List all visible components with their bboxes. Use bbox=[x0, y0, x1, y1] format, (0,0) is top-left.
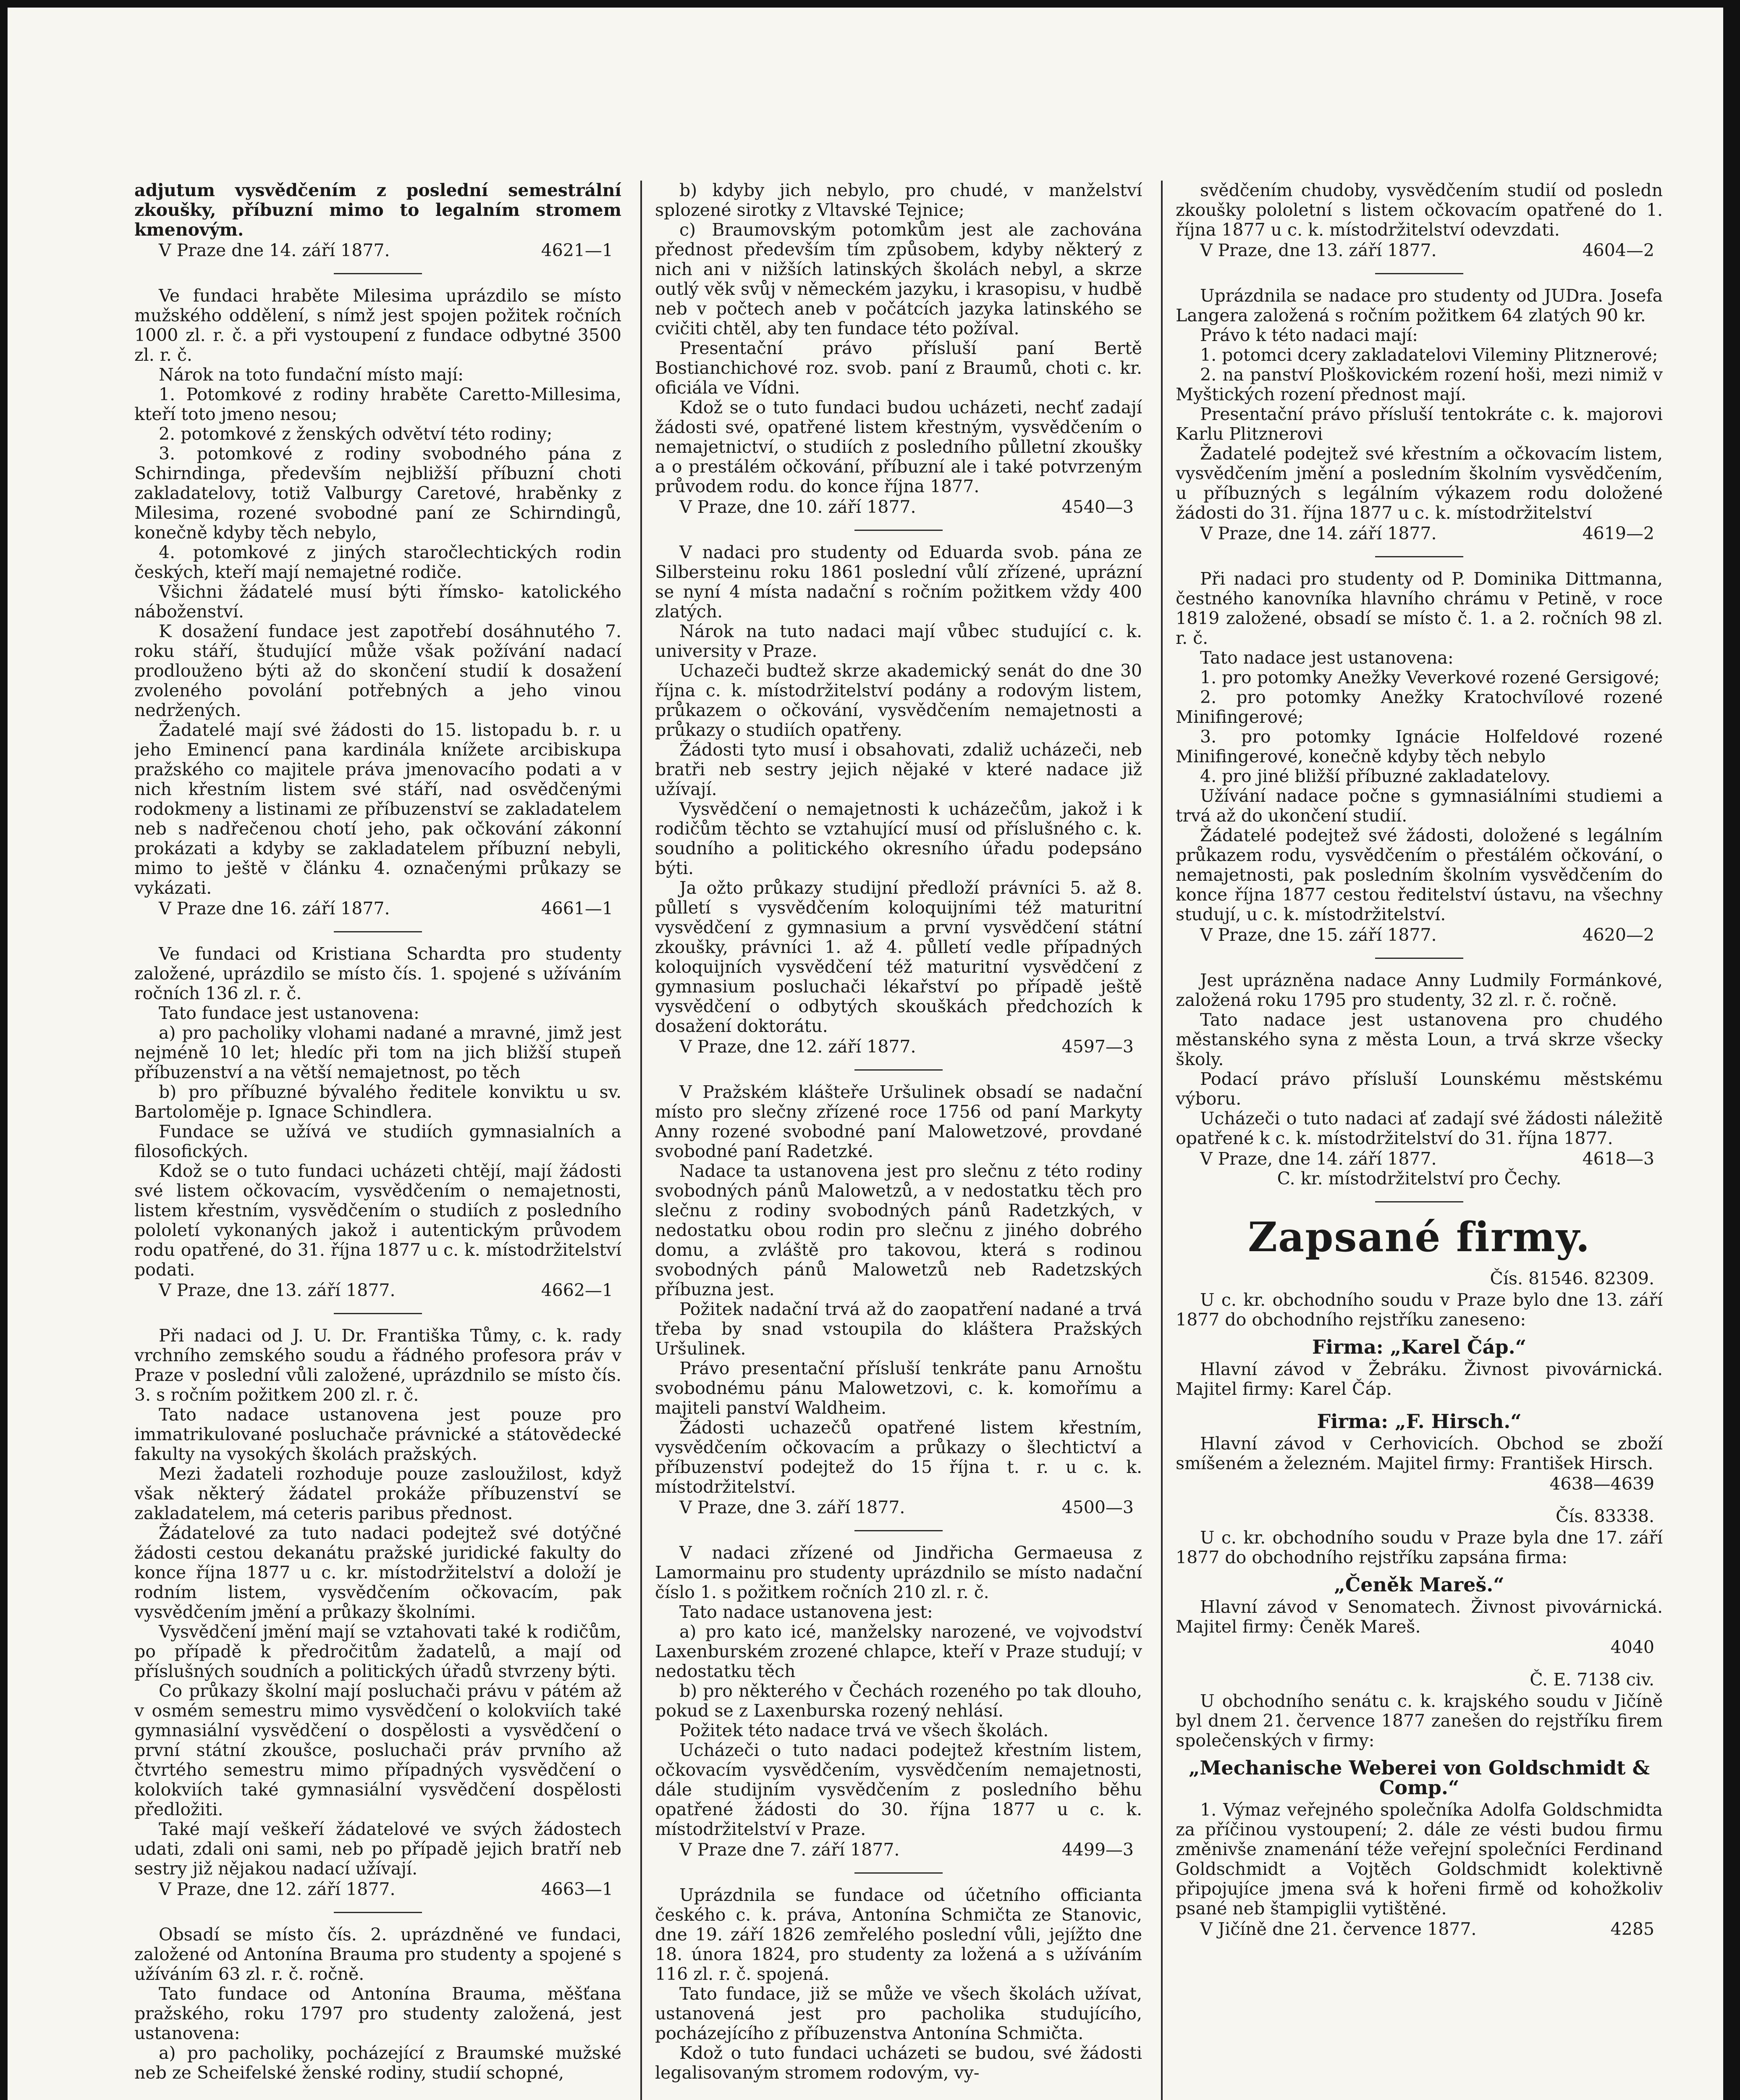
notice-date: V Praze, dne 13. září 1877. bbox=[159, 1280, 396, 1300]
notice-paragraph: Ve fundaci od Kristiana Schardta pro studenty založené, uprázdilo se místo čís. 1. spojené s užíváním ročních 136 zl. r. č. bbox=[134, 944, 621, 1003]
notice-block bbox=[655, 543, 1142, 1057]
firm-entry bbox=[1176, 1507, 1663, 1657]
notice-divider bbox=[854, 1872, 943, 1874]
notice-paragraph: Presentační právo přísluší tentokráte c. k. majorovi Karlu Plitznerovi bbox=[1176, 404, 1663, 444]
notice-paragraph: b) pro příbuzné bývalého ředitele konviktu u sv. Bartoloměje p. Ignace Schindlera. bbox=[134, 1082, 621, 1122]
column-right bbox=[1176, 181, 1663, 2100]
notice-block bbox=[1176, 286, 1663, 543]
notice-signature-line bbox=[655, 497, 1142, 517]
firm-entry bbox=[1176, 1412, 1663, 1494]
notice-paragraph: Fundace se užívá ve studiích gymnasialních a filosofických. bbox=[134, 1121, 621, 1161]
notice-paragraph: adjutum vysvědčením z poslední semestrální zkoušky, příbuzní mimo to legalním stromem kmenovým. bbox=[134, 181, 621, 240]
notice-paragraph: Při nadaci od J. U. Dr. Františka Tůmy, c. k. rady vrchního zemského soudu a řádného profesora práv v Praze v poslední vůli založené, uprázdnilo se místo čís. 3. s ročním požitkem 200 zl. r. č. bbox=[134, 1326, 621, 1405]
notice-paragraph: 4. potomkové z jiných staročlechtických rodin českých, kteří mají nemajetné rodiče. bbox=[134, 542, 621, 582]
notice-paragraph: Nárok na toto fundační místo mají: bbox=[159, 365, 464, 385]
notice-signature-line bbox=[1176, 524, 1663, 543]
notice-signature-line bbox=[655, 1840, 1142, 1860]
notice-signature-line bbox=[655, 1498, 1142, 1517]
notice-number: 4499—3 bbox=[1061, 1840, 1134, 1860]
notice-date: V Praze, dne 13. září 1877. bbox=[1200, 240, 1437, 260]
notice-number: 4662—1 bbox=[541, 1280, 613, 1300]
notice-number: 4604—2 bbox=[1582, 240, 1654, 260]
firm-heading: „Čeněk Mareš.“ bbox=[1334, 1573, 1504, 1596]
notice-paragraph: Uprázdnila se nadace pro studenty od JUDra. Josefa Langera založená s ročním požitkem 64 zlatých 90 kr. bbox=[1176, 286, 1663, 326]
notice-paragraph: Tato fundace od Antonína Brauma, měšťana pražského, roku 1797 pro studenty založená, jest ustanovena: bbox=[134, 1984, 621, 2043]
notice-number: 4540—3 bbox=[1061, 497, 1134, 517]
notice-paragraph: Obsadí se místo čís. 2. uprázdněné ve fundaci, založené od Antonína Brauma pro studenty a spojené s užíváním 63 zl. r. č. ročně. bbox=[134, 1924, 621, 1984]
notice-block bbox=[655, 181, 1142, 517]
firm-signature-line bbox=[1176, 1474, 1663, 1494]
notice-paragraph: a) pro pacholiky, pocházející z Braumské mužské neb ze Scheifelské ženské rodiny, studií schopné, bbox=[134, 2043, 621, 2083]
notice-paragraph: 2. pro potomky Anežky Kratochvílové rozené Minifingerové; bbox=[1176, 687, 1663, 727]
firm-entry bbox=[1176, 1269, 1663, 1399]
notice-number: 4500—3 bbox=[1061, 1497, 1134, 1517]
notice-paragraph: Tato nadace jest ustanovena pro chudého městanského syna z města Loun, a trvá skrze všecky školy. bbox=[1176, 1010, 1663, 1069]
notice-paragraph: Vysvědčení o nemajetnosti k ucházečům, jakož i k rodičům těchto se vztahující musí od příslušného c. k. soudního a politického okresního úřadu podepsáno býti. bbox=[655, 799, 1142, 878]
notice-paragraph: svědčením chudoby, vysvědčením studií od posledn zkoušky pololetní s listem očkovacím opatřené do 1. října 1877 u c. k. místodržitelství odevzdati. bbox=[1176, 181, 1663, 240]
notice-signature-line bbox=[1176, 241, 1663, 260]
notice-block bbox=[1176, 569, 1663, 945]
notice-signature-line bbox=[134, 1281, 621, 1300]
notice-paragraph: Podací právo přísluší Lounskému městskému výboru. bbox=[1176, 1069, 1663, 1109]
notice-paragraph: Ve fundaci hraběte Milesima uprázdilo se místo mužského oddělení, s nímž jest spojen požitek ročních 1000 zl. r. č. a při vystoupení z fundace odbytné 3500 zl. r. č. bbox=[134, 286, 621, 365]
notice-date: V Praze dne 16. září 1877. bbox=[159, 898, 390, 919]
notice-divider bbox=[854, 530, 943, 531]
firm-heading: „Mechanische Weberei von Goldschmidt & Comp.“ bbox=[1189, 1756, 1650, 1799]
notice-signature-line bbox=[134, 241, 621, 260]
notice-paragraph: Kdož se o tuto fundaci ucházeti chtějí, mají žádosti své listem očkovacím, vysvědčením o nemajetnosti, listem křestním, vysvědčením o studiích z posledního pololetí vykonaných jakož i autentickým průvodem rodu opatřené, do 31. října 1877 u c. k. místodržitelství podati. bbox=[134, 1161, 621, 1280]
notice-date: V Praze, dne 14. září 1877. bbox=[1200, 523, 1437, 543]
firm-signature-line bbox=[1176, 1638, 1663, 1657]
firm-date bbox=[1176, 1474, 1200, 1494]
section-title: Zapsané firmy. bbox=[1247, 1213, 1591, 1261]
firm-body: Hlavní závod v Cerhovicích. Obchod se zboží smíšeném a železném. Majitel firmy: František Hirsch. bbox=[1176, 1433, 1663, 1473]
notice-divider bbox=[1375, 556, 1463, 557]
notice-paragraph: V Pražském klášteře Uršulinek obsadí se nadační místo pro slečny zřízené roce 1756 od paní Markyty Anny rozené svobodné paní Malowetzové, provdané svobodné paní Radetzké. bbox=[655, 1082, 1142, 1161]
notice-divider bbox=[334, 1313, 422, 1314]
scan-border-top bbox=[0, 0, 1740, 8]
notice-number: 4618—3 bbox=[1582, 1149, 1654, 1169]
notice-paragraph: Právo k této nadaci mají: bbox=[1200, 325, 1418, 345]
notice-signature-line bbox=[655, 1037, 1142, 1057]
notice-paragraph: V nadaci pro studenty od Eduarda svob. pána ze Silbersteinu roku 1861 poslední vůlí zřízené, uprázní se nyní 4 místa nadační s ročním požitkem vždy 400 zlatých. bbox=[655, 542, 1142, 622]
notice-divider bbox=[1375, 273, 1463, 274]
notice-paragraph: Kdož o tuto fundaci ucházeti se budou, své žádosti legalisovaným stromem rodovým, vy- bbox=[655, 2043, 1142, 2083]
column-rule bbox=[640, 181, 642, 2100]
scan-border-left bbox=[0, 0, 8, 2100]
notice-paragraph: Co průkazy školní mají posluchači právu v pátém až v osmém semestru mimo vysvědčení o kolokviích také gymnasiální vysvědčení o dospělosti a vysvědčení o první státní zkoušce, posluchači práv prvního až čtvrtého semestru mimo případných vysvědčení o kolokviích také gymnasiální vysvědčení dospělosti předložiti. bbox=[134, 1681, 621, 1819]
notice-divider bbox=[1375, 958, 1463, 959]
notice-paragraph: Uprázdnila se fundace od účetního officianta českého c. k. práva, Antonína Schmičta ze Stanovic, dne 19. září 1826 zemřelého poslední vůli, jejížto dne 18. února 1824, pro studenty za ložená a s užíváním 116 zl. r. č. spojená. bbox=[655, 1885, 1142, 1984]
notice-date: V Praze dne 14. září 1877. bbox=[159, 240, 390, 260]
notice-paragraph: Mezi žadateli rozhoduje pouze zasloužilost, když však některý žádatel prokáže příbuzenství se zakladatelem, má ceteris paribus přednost. bbox=[134, 1464, 621, 1523]
firm-reference: Čís. 83338. bbox=[1555, 1506, 1654, 1526]
notice-paragraph: Také mají veškeří žádatelové ve svých žádostech udati, zdali oni sami, neb po případě jejich bratří neb sestry již nějakou nadací užívají. bbox=[134, 1819, 621, 1879]
notice-paragraph: 1. potomci dcery zakladatelovi Vileminy Plitznerové; bbox=[1200, 345, 1658, 365]
notice-paragraph: 4. pro jiné bližší příbuzné zakladatelovy. bbox=[1200, 766, 1551, 786]
firm-signature-line bbox=[1176, 1919, 1663, 1939]
notice-date: V Praze, dne 3. září 1877. bbox=[679, 1497, 905, 1517]
notice-paragraph: 2. na panství Ploškovickém rození hoši, mezi nimiž v Myštických rození přednost mají. bbox=[1176, 365, 1663, 404]
notice-signature-line bbox=[134, 899, 621, 919]
firm-intro: U c. kr. obchodního soudu v Praze byla dne 17. září 1877 do obchodního rejstříku zapsána firma: bbox=[1176, 1528, 1663, 1567]
notice-block bbox=[655, 1082, 1142, 1517]
notice-authority: C. kr. místodržitelství pro Čechy. bbox=[1277, 1168, 1562, 1189]
notice-date: V Praze, dne 14. září 1877. bbox=[1200, 1149, 1437, 1169]
notice-paragraph: 3. pro potomky Ignácie Holfeldové rozené Minifingerové, konečně kdyby těch nebylo bbox=[1176, 727, 1663, 766]
notice-date: V Praze, dne 12. září 1877. bbox=[679, 1037, 916, 1057]
notice-date: V Praze, dne 15. září 1877. bbox=[1200, 925, 1437, 945]
notice-date: V Praze, dne 10. září 1877. bbox=[679, 497, 916, 517]
notice-paragraph: Při nadaci pro studenty od P. Dominika Dittmanna, čestného kanovníka hlavního chrámu v Petině, v roce 1819 založené, obsadí se místo č. 1. a 2. ročních 98 zl. r. č. bbox=[1176, 569, 1663, 648]
notice-block bbox=[1176, 971, 1663, 1189]
notice-paragraph: Tato nadace ustanovena jest pouze pro immatrikulované posluchače právnické a státovědecké fakulty na vysokých školách pražských. bbox=[134, 1404, 621, 1464]
notice-paragraph: Právo presentační přísluší tenkráte panu Arnoštu svobodnému pánu Malowetzovi, c. k. komořímu a majiteli panství Waldheim. bbox=[655, 1358, 1142, 1418]
notice-paragraph: Nadace ta ustanovena jest pro slečnu z této rodiny svobodných pánů Malowetzů, a v nedostatku těch pro slečnu z rodiny svobodných pánů Radetzkých, v nedostatku obou rodin pro slečnu z jiného dobrého domu, a zvláště pro takovou, která s rodinou svobodných pánů Malowetzů neb Radetzských příbuzna jest. bbox=[655, 1161, 1142, 1299]
notice-paragraph: Požitek této nadace trvá ve všech školách. bbox=[679, 1720, 1049, 1740]
firm-number: 4285 bbox=[1610, 1919, 1654, 1939]
notice-number: 4621—1 bbox=[541, 240, 613, 260]
notice-paragraph: Žadatelé mají své žádosti do 15. listopadu b. r. u jeho Eminencí pana kardinála knížete arcibiskupa pražského co majitele práva jmenovacího podati a v nich křestním listem své stáří, nad osvědčenými rodokmeny a listinami ze příbuzenství se zakladatelem neb s nadřečenou chotí jeho, pak očkování zákonní prokázati a kdyby se zakladatelem příbuzní nebyli, mimo to ještě v článku 4. označenými průkazy se vykázati. bbox=[134, 720, 621, 898]
notice-number: 4661—1 bbox=[541, 898, 613, 919]
notice-paragraph: Užívání nadace počne s gymnasiálními studiemi a trvá až do ukončení studií. bbox=[1176, 786, 1663, 826]
notice-paragraph: Všichni žádatelé musí býti římsko- katolického náboženství. bbox=[134, 582, 621, 622]
notice-paragraph: V nadaci zřízené od Jindřicha Germaeusa z Lamormainu pro studenty uprázdnilo se místo nadační číslo 1. s požitkem ročních 210 zl. r. č. bbox=[655, 1543, 1142, 1602]
notice-paragraph: Presentační právo přísluší paní Bertě Bostianchichové roz. svob. paní z Braumů, choti c. kr. oficiála ve Vídni. bbox=[655, 338, 1142, 398]
firm-intro: U obchodního senátu c. k. krajského soudu v Jičíně byl dnem 21. července 1877 zanešen do rejstříku firem společenských v firmy: bbox=[1176, 1691, 1663, 1751]
notice-block bbox=[1176, 181, 1663, 260]
notice-paragraph: 3. potomkové z rodiny svobodného pána z Schirndinga, především nejbližší příbuzní choti zakladatelovy, totiž Valburgy Caretové, hraběnky z Milesima, rozené svobodné paní ze Schirndingů, konečně kdyby těch nebylo, bbox=[134, 444, 621, 543]
notice-paragraph: Ja ožto průkazy studijní předloží právníci 5. až 8. půlletí s vysvědčením koloquijními též maturitní vysvědčení z gymnasium a první vysvědčení státní zkoušky, právníci 1. až 4. půlletí vedle případných koloquijních vysvědčení též maturitní vysvědčení z gymnasium posluchači lékařství po případě ještě vysvědčení o odbytých skouškách předchozích k dosažení doktorátu. bbox=[655, 878, 1142, 1036]
notice-block bbox=[134, 944, 621, 1300]
firm-heading: Firma: „Karel Čáp.“ bbox=[1312, 1336, 1527, 1358]
firm-entry bbox=[1176, 1670, 1663, 1939]
notice-paragraph: 1. Potomkové z rodiny hraběte Caretto-Millesima, kteří toto jmeno nesou; bbox=[134, 384, 621, 424]
notice-divider bbox=[334, 273, 422, 274]
notice-paragraph: a) pro pacholiky vlohami nadané a mravné, jimž jest nejméně 10 let; hledíc při tom na jich bližší stupeň příbuzenství a na větší nemajetnost, po těch bbox=[134, 1023, 621, 1082]
notice-paragraph: Ucházeči o tuto nadaci podejtež křestním listem, očkovacím vysvědčením, vysvědčením nemajetnosti, dále studijním vysvědčením z posledního běhu opatřené žádosti do 30. října 1877 u c. k. místodržitelství v Praze. bbox=[655, 1740, 1142, 1839]
notice-block bbox=[655, 1543, 1142, 1860]
notice-paragraph: Tato fundace, již se může ve všech školách užívat, ustanovená jest pro pacholika studujícího, pocházejícího z příbuzenstva Antonína Schmičta. bbox=[655, 1984, 1142, 2043]
notice-paragraph: a) pro kato icé, manželsky narozené, ve vojvodství Laxenburském zrozené chlapce, kteří v Praze studují; v nedostatku těch bbox=[655, 1622, 1142, 1681]
firm-body: Hlavní závod v Senomatech. Živnost pivovárnická. Majitel firmy: Čeněk Mareš. bbox=[1176, 1597, 1663, 1637]
notice-paragraph: b) pro některého v Čechách rozeného po tak dlouho, pokud se z Laxenburska rozený nehlásí. bbox=[655, 1681, 1142, 1721]
firm-number: 4638—4639 bbox=[1549, 1474, 1654, 1494]
notice-paragraph: Žádosti tyto musí i obsahovati, zdaliž ucházeči, neb bratři neb sestry jejich nějaké v které nadace již užívají. bbox=[655, 740, 1142, 799]
notice-number: 4663—1 bbox=[541, 1879, 613, 1899]
notice-paragraph: Tato nadace jest ustanovena: bbox=[1200, 648, 1454, 668]
notice-paragraph: Jest uprázněna nadace Anny Ludmily Formánkové, založená roku 1795 pro studenty, 32 zl. r. č. ročně. bbox=[1176, 970, 1663, 1010]
notice-paragraph: 2. potomkové z ženských odvětví této rodiny; bbox=[159, 424, 553, 444]
notice-paragraph: Ucházeči o tuto nadaci ať zadají své žádosti náležitě opatřené k c. k. místodržitelství do 31. října 1877. bbox=[1176, 1108, 1663, 1148]
notice-paragraph: Žádatelové za tuto nadaci podejtež své dotýčné žádosti cestou dekanátu pražské juridické fakulty do konce října 1877 u c. kr. místodržitelství a doloží je rodním listem, vysvědčením očkovacím, pak vysvědčením jmění a průkazy školními. bbox=[134, 1523, 621, 1622]
firm-body: Hlavní závod v Žebráku. Živnost pivovárnická. Majitel firmy: Karel Čáp. bbox=[1176, 1359, 1663, 1399]
firm-reference: Čís. 81546. 82309. bbox=[1490, 1268, 1654, 1289]
notice-number: 4620—2 bbox=[1582, 925, 1654, 945]
notice-divider bbox=[1375, 1201, 1463, 1202]
notice-paragraph: Žádosti uchazečů opatřené listem křestním, vysvědčením očkovacím a průkazy o šlechtictví a příbuzenství podejtež do 15 října t. r. u c. k. místodržitelství. bbox=[655, 1418, 1142, 1497]
scan-border-right bbox=[1723, 0, 1740, 2100]
notice-number: 4597—3 bbox=[1061, 1037, 1134, 1057]
firm-heading: Firma: „F. Hirsch.“ bbox=[1317, 1410, 1522, 1433]
notice-block bbox=[134, 286, 621, 919]
notice-divider bbox=[854, 1069, 943, 1071]
firm-reference: Č. E. 7138 civ. bbox=[1530, 1670, 1654, 1690]
notice-block bbox=[134, 1326, 621, 1899]
notice-signature-line bbox=[1176, 925, 1663, 945]
notice-divider bbox=[334, 931, 422, 932]
notice-paragraph: K dosažení fundace jest zapotřebí dosáhnutého 7. roku stáří, študující může však požívání nadací prodlouženo býti až do skončení studií k dosažení zvoleného povolání potřebných a jeho vinou nedržených. bbox=[134, 621, 621, 720]
notice-paragraph: Vysvědčení jmění mají se vztahovati také k rodičům, po případě k předročitům žadatelů, a mají od příslušných soudních a politických úřadů stvrzeny býti. bbox=[134, 1622, 621, 1681]
notice-paragraph: Žadatelé podejtež své křestním a očkovacím listem, vysvědčením jmění a posledním školním vysvědčením, u příbuzných s legálním výkazem rodu doložené žádosti do 31. října 1877 u c. k. místodržitelství bbox=[1176, 444, 1663, 523]
notice-paragraph: Žádatelé podejtež své žádosti, doložené s legálním průkazem rodu, vysvědčením o přestálém očkování, o nemajetnosti, pak posledním školním vysvědčením do konce října 1877 cestou ředitelství ústavu, na všechny studují, u c. k. místodržitelství. bbox=[1176, 825, 1663, 924]
notice-signature-line bbox=[1176, 1149, 1663, 1169]
notice-number: 4619—2 bbox=[1582, 523, 1654, 543]
notice-block bbox=[134, 1925, 621, 2083]
notice-paragraph: b) kdyby jich nebylo, pro chudé, v manželství splozené sirotky z Vltavské Tejnice; bbox=[655, 181, 1142, 220]
notice-paragraph: Nárok na tuto nadaci mají vůbec studující c. k. university v Praze. bbox=[655, 621, 1142, 661]
notice-paragraph: Uchazeči budtež skrze akademický senát do dne 30 října c. k. místodržitelství podány a rodovým listem, průkazem o očkování, vysvědčením nemajetnosti a průkazy o studiích opatřeny. bbox=[655, 661, 1142, 740]
notice-paragraph: 1. pro potomky Anežky Veverkové rozené Gersigové; bbox=[1200, 667, 1660, 688]
notice-date: V Praze, dne 12. září 1877. bbox=[159, 1879, 396, 1899]
firm-body: 1. Výmaz veřejného společníka Adolfa Goldschmidta za příčinou vystoupení; 2. dále ze vésti budou firmu změnivše znamenání téže veřejní společníci Ferdinand Goldschmidt a Vojtěch Goldschmidt kolektivně připojujíce jmena svá k hořeni firmě od kohožkoliv psané neb štampiglii vytištěné. bbox=[1176, 1800, 1663, 1919]
notice-divider bbox=[334, 1912, 422, 1913]
firm-number: 4040 bbox=[1610, 1637, 1654, 1657]
notice-signature-line bbox=[134, 1880, 621, 1899]
notice-block bbox=[655, 1885, 1142, 2083]
notice-paragraph: Kdož se o tuto fundaci budou ucházeti, nechť zadají žádosti své, opatřené listem křestným, vysvědčením o nemajetnictví, o studiích z posledního půlletní zkoušky a o prestálém očkování, příbuzní ale i také potvrzeným průvodem rodu. do konce října 1877. bbox=[655, 397, 1142, 496]
column-left bbox=[134, 181, 621, 2100]
firm-date: V Jičíně dne 21. července 1877. bbox=[1200, 1919, 1477, 1939]
firm-date bbox=[1176, 1638, 1200, 1657]
column-rule bbox=[1161, 181, 1163, 2100]
firm-intro: U c. kr. obchodního soudu v Praze bylo dne 13. září 1877 do obchodního rejstříku zaneseno: bbox=[1176, 1290, 1663, 1330]
column-middle bbox=[655, 181, 1142, 2100]
notice-paragraph: Požitek nadační trvá až do zaopatření nadané a trvá třeba by snad vstoupila do kláštera Pražských Uršulinek. bbox=[655, 1299, 1142, 1359]
notice-paragraph: c) Braumovským potomkům jest ale zachována přednost především tím způsobem, kdyby některý z nich ani v nižších latinských školách nebyl, a skrze outlý věk svůj v německém jazyku, i krasopisu, v hudbě neb v počtech aneb v počátcích jazyka latinského se cvičiti chtěl, aby ten fundace této požíval. bbox=[655, 220, 1142, 339]
notice-date: V Praze dne 7. září 1877. bbox=[679, 1840, 900, 1860]
notice-block bbox=[134, 181, 621, 260]
notice-divider bbox=[854, 1530, 943, 1531]
notice-paragraph: Tato nadace ustanovena jest: bbox=[679, 1602, 933, 1622]
notice-paragraph: Tato fundace jest ustanovena: bbox=[159, 1003, 419, 1023]
